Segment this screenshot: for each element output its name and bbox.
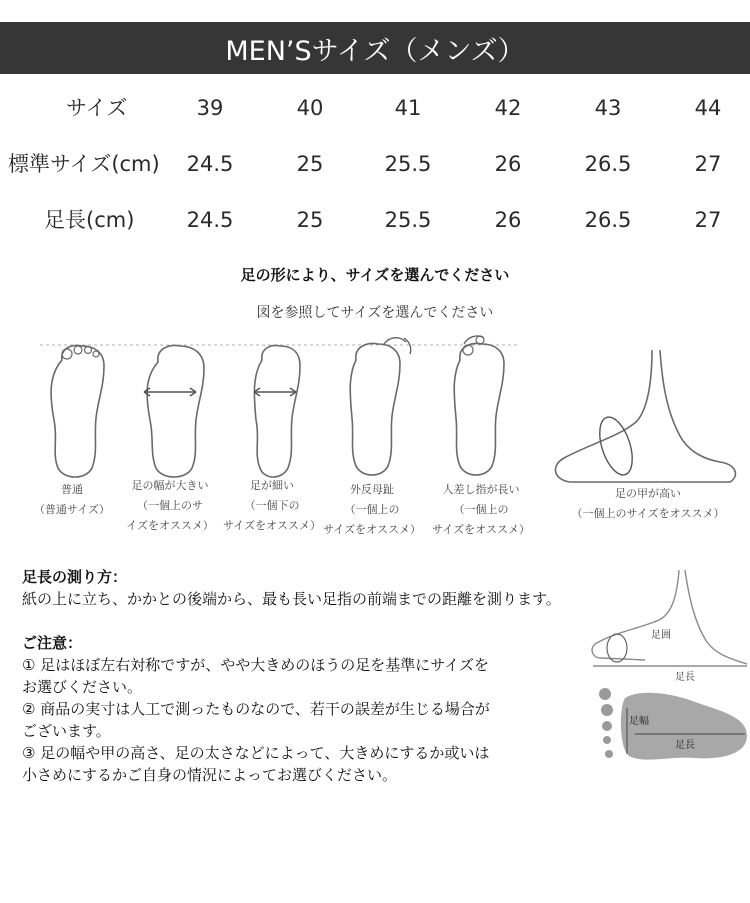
high-instep-foot-icon (540, 340, 750, 490)
width-label: 足幅 (629, 716, 649, 727)
long-toe-foot-icon (450, 334, 515, 482)
note-line: 小さめにするかご自身の情況によってお選びください。 (22, 766, 398, 784)
size-cell: 24.5 (186, 152, 234, 176)
size-cell: 44 (694, 96, 722, 120)
size-cell: 25.5 (384, 152, 432, 176)
length-label-bottom: 足長 (675, 740, 695, 751)
foot-measure-icon (585, 568, 750, 808)
size-cell: 25 (296, 208, 324, 232)
measure-text: 紙の上に立ち、かかとの後端から、最も長い足指の前端までの距離を測ります。 (22, 590, 561, 608)
long-toe-caption: 人差し指が長い （一個上の サイズをオススメ） (431, 483, 530, 536)
note-line: ③ 足の幅や甲の高さ、足の太さなどによって、大きめにするか或いは (22, 744, 490, 762)
size-cell: 25.5 (384, 208, 432, 232)
foot-shape-guide (0, 330, 750, 560)
note-line: ① 足はほぼ左右対称ですが、やや大きめのほうの足を基準にサイズを (22, 656, 490, 674)
size-cell: 27 (694, 152, 722, 176)
high-instep-caption: 足の甲が高い （一個上のサイズをオススメ） (571, 487, 725, 520)
foot-shape-heading: 足の形により、サイズを選んでください (240, 266, 510, 284)
normal-caption: 普通 （普通サイズ） (33, 483, 111, 516)
bunion-caption: 外反母趾 （一個上の サイズをオススメ） (322, 483, 421, 536)
size-cell: 27 (694, 208, 722, 232)
wide-foot-icon (140, 342, 210, 482)
notes-title: ご注意： (22, 634, 83, 652)
normal-foot-icon (42, 342, 112, 482)
length-label-top: 足長 (675, 672, 695, 683)
size-banner (0, 22, 750, 74)
size-cell: 40 (296, 96, 324, 120)
narrow-foot-icon (246, 342, 306, 482)
size-cell: 41 (394, 96, 422, 120)
measure-title: 足長の測り方： (22, 568, 128, 586)
foot-shape-subheading: 図を参照してサイズを選んでください (256, 305, 494, 321)
size-cell: 24.5 (186, 208, 234, 232)
bunion-foot-icon (344, 332, 419, 482)
wide-caption: 足の幅が大きい （一個上のサ イズをオススメ） (126, 479, 214, 532)
narrow-caption: 足が細い （一個下の サイズをオススメ） (222, 479, 321, 532)
size-cell: 39 (196, 96, 224, 120)
size-cell: 26.5 (584, 208, 632, 232)
size-cell: 26 (494, 208, 522, 232)
note-line: お選びください。 (22, 678, 143, 696)
size-cell: 43 (594, 96, 622, 120)
size-cell: 42 (494, 96, 522, 120)
note-line: ② 商品の実寸は人工で測ったものなので、若干の誤差が生じる場合が (22, 700, 490, 718)
note-line: ございます。 (22, 722, 111, 740)
row-label: サイズ (66, 96, 128, 120)
standard-size-row (0, 144, 750, 184)
girth-label: 足囲 (651, 630, 671, 641)
row-label: 足長(cm) (44, 208, 135, 232)
foot-measure-diagram (585, 568, 750, 808)
size-cell: 26.5 (584, 152, 632, 176)
row-label: 標準サイズ(cm) (8, 152, 160, 176)
foot-length-row (0, 200, 750, 240)
size-cell: 25 (296, 152, 324, 176)
banner-title: MEN’Sサイズ（メンズ） (225, 35, 525, 67)
size-row (0, 88, 750, 128)
size-cell: 26 (494, 152, 522, 176)
